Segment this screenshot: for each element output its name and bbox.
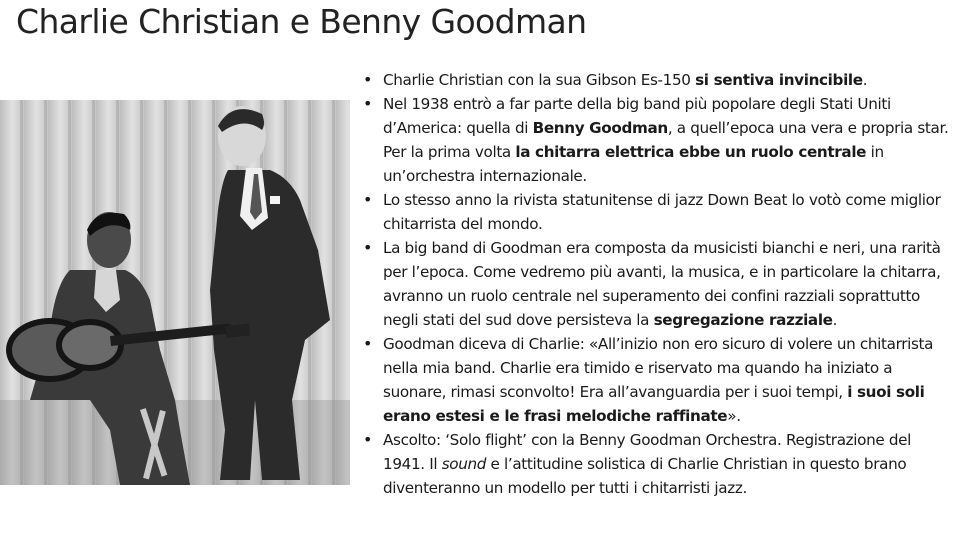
bullet-item: • Charlie Christian con la sua Gibson Es-150 si sentiva invincibile.	[363, 68, 955, 92]
bullet-item: • Nel 1938 entrò a far parte della big band più popolare degli Stati Uniti d’America: quella di Benny Goodman, a quell’epoca una vera e propria star. Per la prima volta la chitarra elettrica ebbe un ruolo centrale in un’orchestra internazionale.	[363, 92, 955, 188]
bullet-item: • Lo stesso anno la rivista statunitense di jazz Down Beat lo votò come miglior chitarrista del mondo.	[363, 188, 955, 236]
photo-christian-goodman	[0, 100, 350, 485]
bullet-list	[363, 68, 955, 500]
bullet-item: • Ascolto: ‘Solo flight’ con la Benny Goodman Orchestra. Registrazione del 1941. Il sound e l’attitudine solistica di Charlie Christian in questo brano diventeranno un modello per tutti i chitarristi jazz.	[363, 428, 955, 500]
bullet-item: • La big band di Goodman era composta da musicisti bianchi e neri, una rarità per l’epoca. Come vedremo più avanti, la musica, e in particolare la chitarra, avranno un ruolo centrale nel superamento dei confini razziali soprattutto negli stati del sud dove persisteva la segregazione razziale.	[363, 236, 955, 332]
bullet-item: • Goodman diceva di Charlie: «All’inizio non ero sicuro di volere un chitarrista nella mia band. Charlie era timido e riservato ma quando ha iniziato a suonare, rimasi sconvolto! Era all’avanguardia per i suoi tempi, i suoi soli erano estesi e le frasi melodiche raffinate».	[363, 332, 955, 428]
slide-title: Charlie Christian e Benny Goodman	[16, 2, 587, 41]
